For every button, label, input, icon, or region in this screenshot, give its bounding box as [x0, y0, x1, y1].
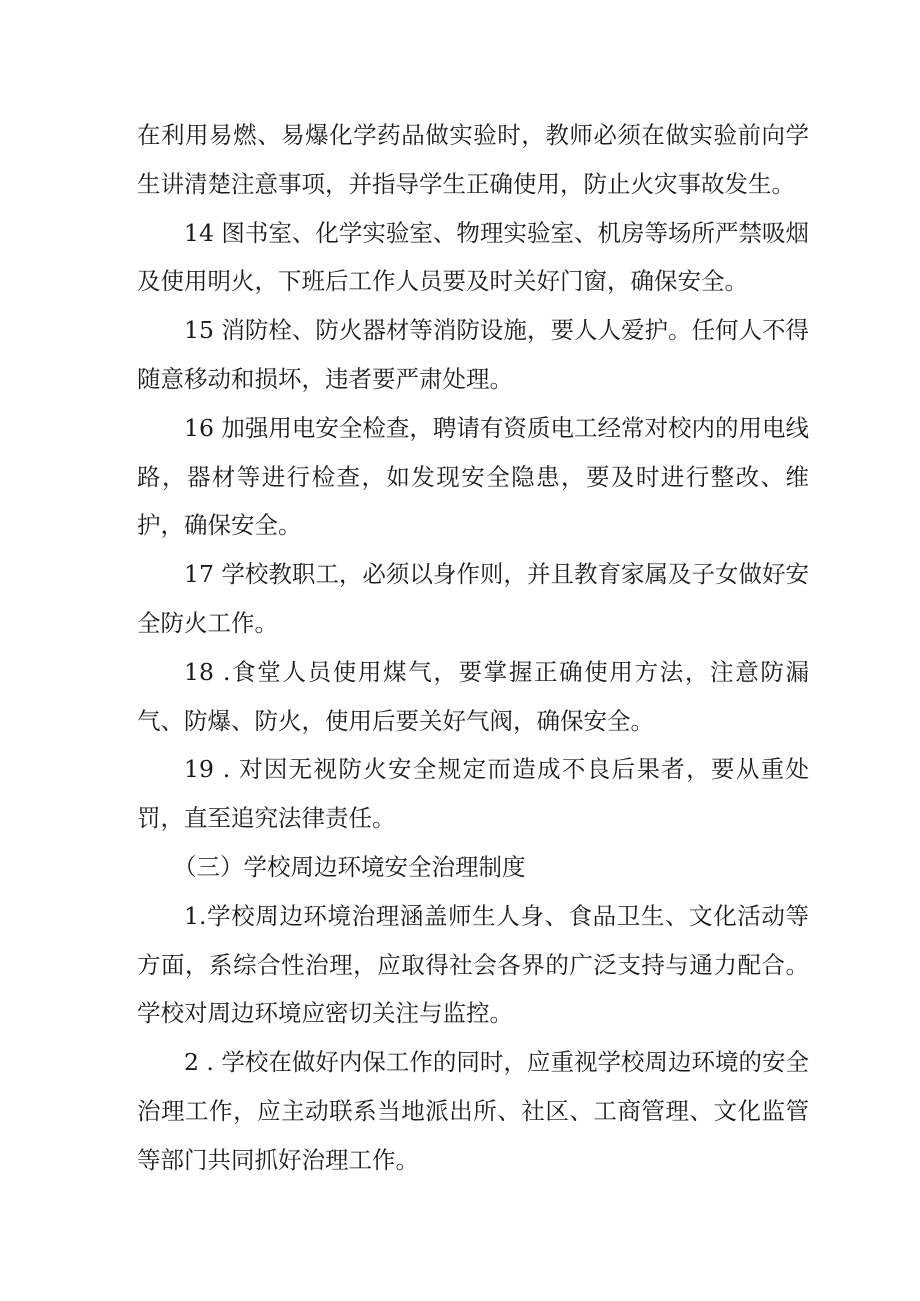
paragraph-rule-18: 18 .食堂人员使用煤气，要掌握正确使用方法，注意防漏气、防爆、防火，使用后要关好气阀，确保安全。 [137, 657, 809, 735]
paragraph-rule-15: 15 消防栓、防火器材等消防设施，要人人爱护。任何人不得随意移动和损坏，违者要严肃处理。 [137, 316, 809, 393]
paragraph-surroundings-2: 2 . 学校在做好内保工作的同时，应重视学校周边环境的安全治理工作，应主动联系当地派出所、社区、工商管理、文化监管等部门共同抓好治理工作。 [137, 1048, 809, 1174]
paragraph-rule-16: 16 加强用电安全检查，聘请有资质电工经常对校内的用电线路，器材等进行检查，如发现安全隐患，要及时进行整改、维护，确保安全。 [137, 413, 809, 540]
paragraph-lab-safety-continued: 在利用易燃、易爆化学药品做实验时，教师必须在做实验前向学生讲清楚注意事项，并指导学生正确使用，防止火灾事故发生。 [137, 121, 809, 198]
paragraph-rule-17: 17 学校教职工，必须以身作则，并且教育家属及子女做好安全防火工作。 [137, 560, 809, 637]
document-body [137, 111, 809, 1185]
paragraph-rule-14: 14 图书室、化学实验室、物理实验室、机房等场所严禁吸烟及使用明火，下班后工作人员要及时关好门窗，确保安全。 [137, 218, 809, 296]
paragraph-surroundings-1: 1.学校周边环境治理涵盖师生人身、食品卫生、文化活动等方面，系综合性治理，应取得社会各界的广泛支持与通力配合。学校对周边环境应密切关注与监控。 [137, 901, 809, 1028]
paragraph-rule-19: 19 . 对因无视防火安全规定而造成不良后果者，要从重处罚，直至追究法律责任。 [137, 755, 809, 833]
section-heading-3: （三）学校周边环境安全治理制度 [173, 852, 526, 881]
